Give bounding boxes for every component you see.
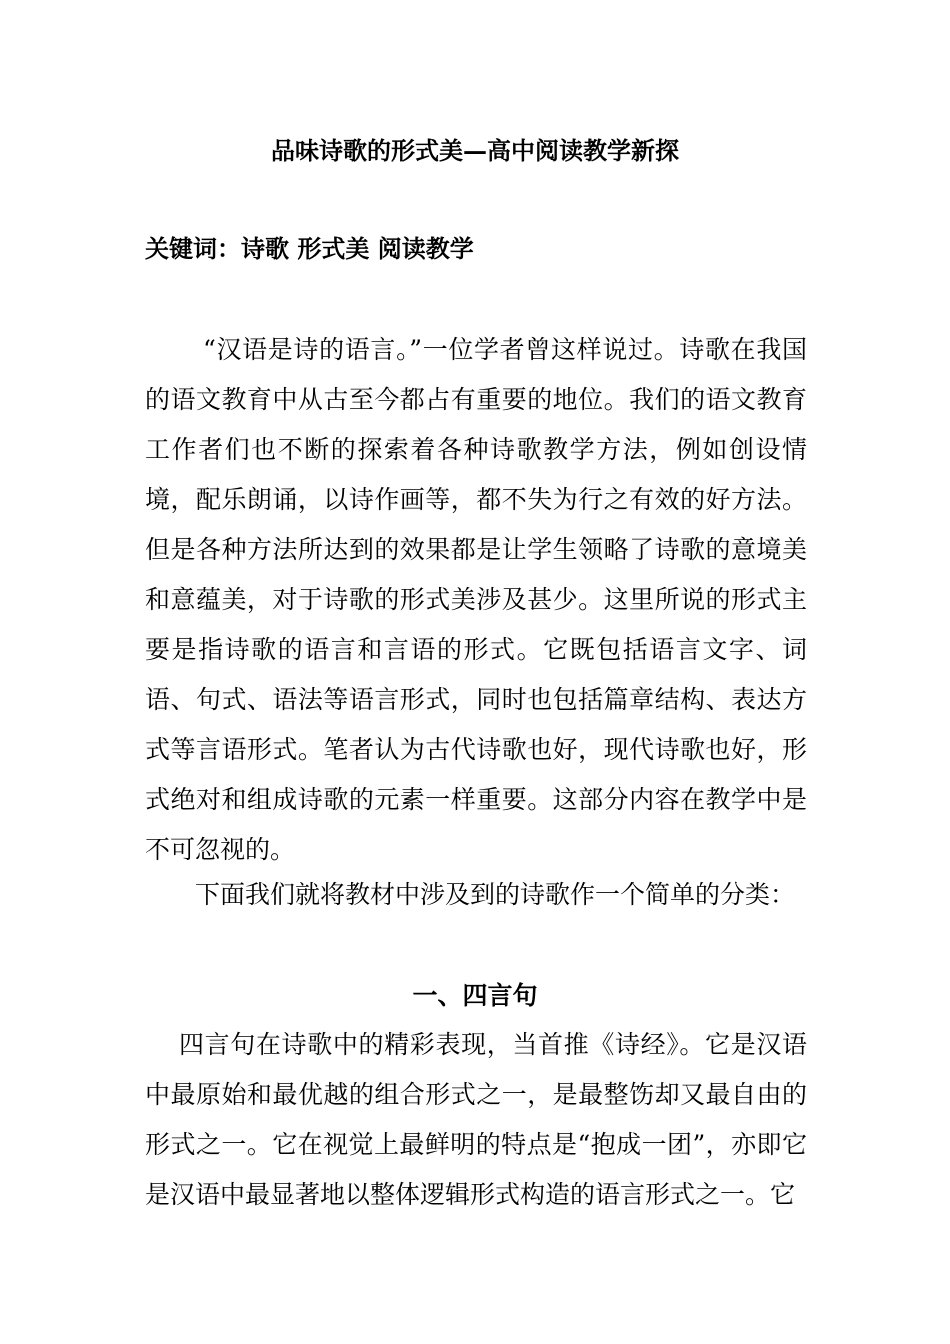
- classification-intro-paragraph: 下面我们就将教材中涉及到的诗歌作一个简单的分类：: [195, 880, 796, 909]
- intro-paragraph: “汉语是诗的语言。”一位学者曾这样说过。诗歌在我国的语文教育中从古至今都占有重要的地位。我们的语文教育工作者们也不断的探索着各种诗歌教学方法，例如创设情境，配乐朗诵，以诗作画等，都不失为行之有效的好方法。但是各种方法所达到的效果都是让学生领略了诗歌的意境美和意蕴美，对于诗歌的形式美涉及甚少。这里所说的形式主要是指诗歌的语言和言语的形式。它既包括语言文字、词语、句式、语法等语言形式，同时也包括篇章结构、表达方式等言语形式。笔者认为古代诗歌也好，现代诗歌也好，形式绝对和组成诗歌的元素一样重要。这部分内容在教学中是不可忽视的。: [145, 335, 807, 864]
- keywords-line: 关键词：诗歌 形式美 阅读教学: [145, 234, 474, 263]
- section-paragraph: 四言句在诗歌中的精彩表现，当首推《诗经》。它是汉语中最原始和最优越的组合形式之一，是最整饬却又最自由的形式之一。它在视觉上最鲜明的特点是“抱成一团”，亦即它是汉语中最显著地以整体逻辑形式构造的语言形式之一。它: [145, 1030, 807, 1209]
- document-title: 品味诗歌的形式美—高中阅读教学新探: [271, 136, 679, 165]
- section-heading: 一、四言句: [412, 981, 538, 1010]
